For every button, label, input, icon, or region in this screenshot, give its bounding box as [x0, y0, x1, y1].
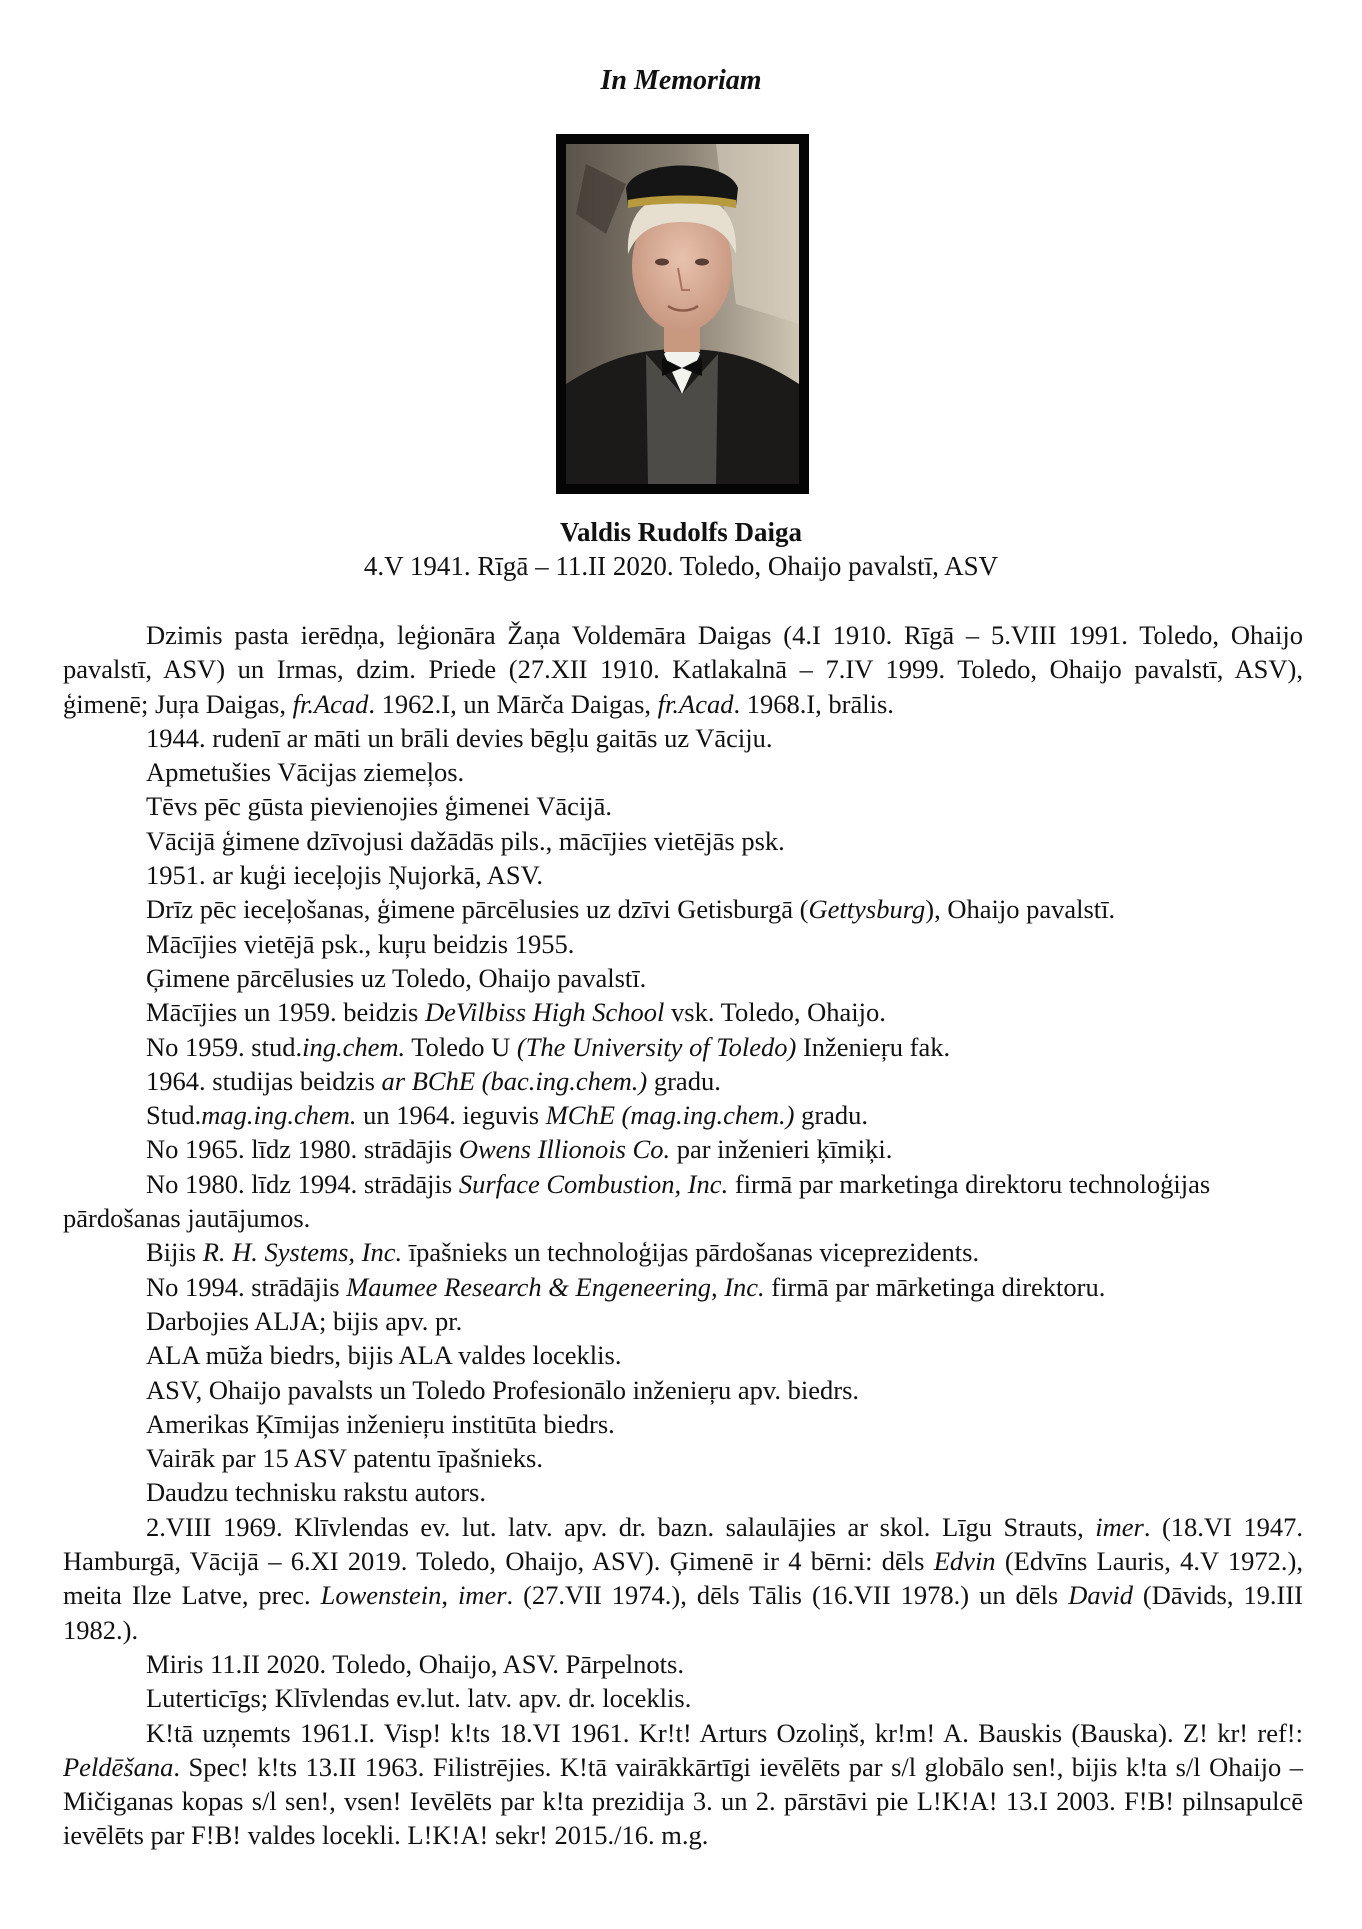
biography-paragraph: Apmetušies Vācijas ziemeļos. [146, 757, 465, 788]
biography-paragraph: Stud.mag.ing.chem. un 1964. ieguvis MChE (mag.ing.chem.) gradu. [146, 1100, 869, 1131]
biography-paragraph: No 1965. līdz 1980. strādājis Owens Illionois Co. par inženieri ķīmiķi. [146, 1134, 893, 1165]
life-dates: 4.V 1941. Rīgā – 11.II 2020. Toledo, Ohaijo pavalstī, ASV [363, 551, 999, 581]
biography-paragraph: 1951. ar kuģi ieceļojis Ņujorkā, ASV. [146, 860, 543, 891]
biography-paragraph: 2.VIII 1969. Klīvlendas ev. lut. latv. apv. dr. bazn. salaulājies ar skol. Līgu Strauts, imer. (18.VI 1947. Hamburgā, Vācijā – 6.XI 2019. Toledo, Ohaijo, ASV). Ģimenē ir 4 bērni: dēls Edvin (Edvīns Lauris, 4.V 1972.), meita Ilze Latve, prec. Lowenstein, imer. (27.VII 1974.), dēls Tālis (16.VII 1978.) un dēls David (Dāvids, 19.III 1982.). [63, 1511, 1304, 1645]
biography-paragraph: ASV, Ohaijo pavalsts un Toledo Profesionālo inženieŗu apv. biedrs. [146, 1374, 860, 1405]
biography-paragraph: Drīz pēc ieceļošanas, ģimene pārcēlusies uz dzīvi Getisburgā (Gettysburg), Ohaijo pavalstī. [146, 894, 1116, 925]
biography-paragraph: Darbojies ALJA; bijis apv. pr. [146, 1305, 463, 1336]
biography-paragraph: Tēvs pēc gūsta pievienojies ģimenei Vācijā. [146, 791, 613, 822]
portrait-photo [566, 144, 799, 484]
biography-paragraph: Dzimis pasta ierēdņa, leģionāra Žaņa Voldemāra Daigas (4.I 1910. Rīgā – 5.VIII 1991. Toledo, Ohaijo pavalstī, ASV) un Irmas, dzim. Priede (27.XII 1910. Katlakalnā – 7.IV 1999. Toledo, Ohaijo pavalstī, ASV), ģimenē; Juŗa Daigas, fr.Acad. 1962.I, un Mārča Daigas, fr.Acad. 1968.I, brālis. [63, 620, 1303, 719]
biography-paragraph: 1964. studijas beidzis ar BChE (bac.ing.chem.) gradu. [146, 1065, 721, 1096]
biography-paragraph: Ģimene pārcēlusies uz Toledo, Ohaijo pavalstī. [146, 962, 647, 993]
biography-paragraph: 1944. rudenī ar māti un brāli devies bēgļu gaitās uz Vāciju. [146, 722, 773, 753]
portrait-photo-icon [566, 144, 799, 484]
biography-paragraph: Mācījies vietējā psk., kuŗu beidzis 1955. [146, 928, 575, 959]
person-name: Valdis Rudolfs Daiga [559, 517, 803, 547]
biography-paragraph: Bijis R. H. Systems, Inc. īpašnieks un technoloģijas pārdošanas viceprezidents. [146, 1237, 980, 1268]
biography-paragraph: ALA mūža biedrs, bijis ALA valdes loceklis. [146, 1340, 622, 1371]
portrait-frame [556, 134, 809, 494]
biography-paragraph: Vairāk par 15 ASV patentu īpašnieks. [146, 1443, 543, 1474]
biography-paragraph: No 1980. līdz 1994. strādājis Surface Combustion, Inc. firmā par marketinga direktoru technoloģijas pārdošanas jautājumos. [63, 1168, 1211, 1234]
biography-paragraph: Miris 11.II 2020. Toledo, Ohaijo, ASV. Pārpelnots. [146, 1648, 684, 1679]
biography-text [63, 618, 1303, 1853]
biography-paragraph: Luterticīgs; Klīvlendas ev.lut. latv. apv. dr. loceklis. [146, 1683, 692, 1714]
biography-paragraph: No 1994. strādājis Maumee Research & Engeneering, Inc. firmā par mārketinga direktoru. [146, 1271, 1106, 1302]
biography-paragraph: No 1959. stud.ing.chem. Toledo U (The University of Toledo) Inženieŗu fak. [146, 1031, 951, 1062]
biography-paragraph: Mācījies un 1959. beidzis DeVilbiss High School vsk. Toledo, Ohaijo. [146, 997, 886, 1028]
biography-paragraph: Daudzu technisku rakstu autors. [146, 1477, 486, 1508]
biography-paragraph: K!tā uzņemts 1961.I. Visp! k!ts 18.VI 1961. Kr!t! Arturs Ozoliņš, kr!m! A. Bauskis (Bauska). Z! kr! ref!: Peldēšana. Spec! k!ts 13.II 1963. Filistrējies. K!tā vairākkārtīgi ievēlēts par s/l globālo sen!, bijis k!ta s/l Ohaijo – Mičiganas kopas s/l sen!, vsen! Ievēlēts par k!ta prezidija 3. un 2. pārstāvi pie L!K!A! 13.I 2003. F!B! pilnsapulcē ievēlēts par F!B! valdes locekli. L!K!A! sekr! 2015./16. m.g. [63, 1717, 1303, 1851]
biography-paragraph: Vācijā ģimene dzīvojusi dažādās pils., mācījies vietējās psk. [146, 825, 785, 856]
page-heading: In Memoriam [600, 65, 762, 96]
biography-paragraph: Amerikas Ķīmijas inženieŗu institūta biedrs. [146, 1408, 615, 1439]
